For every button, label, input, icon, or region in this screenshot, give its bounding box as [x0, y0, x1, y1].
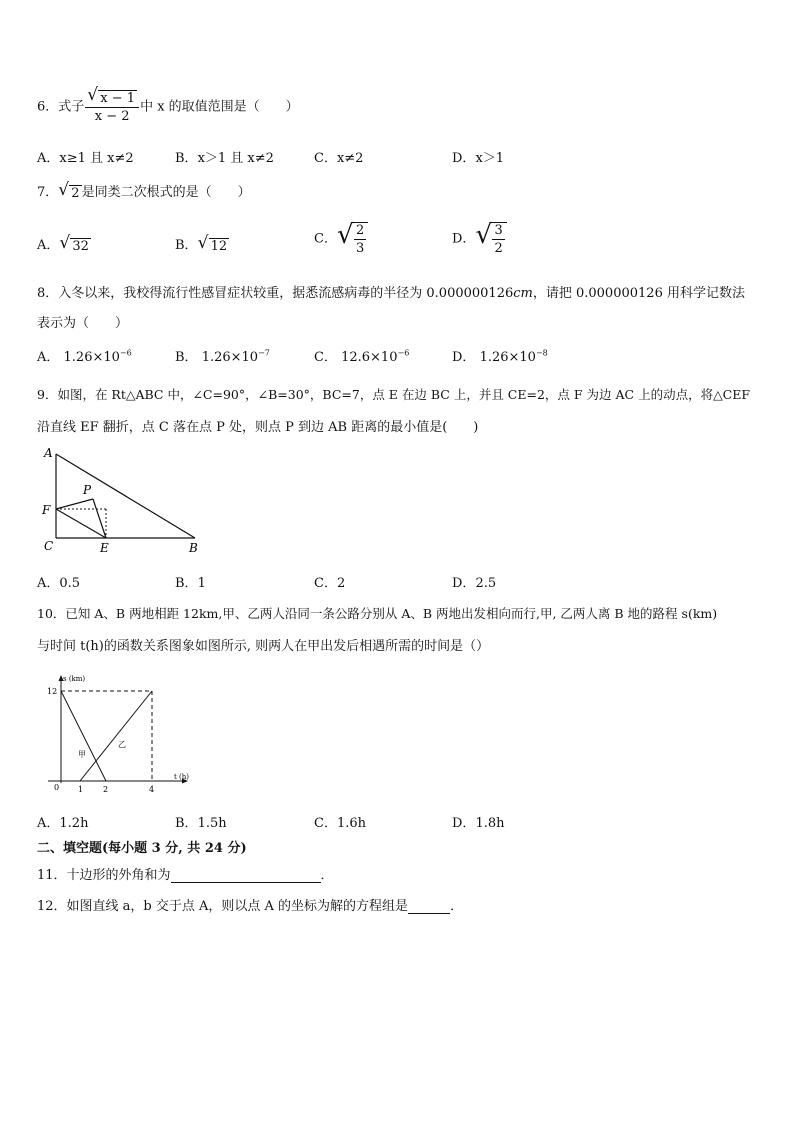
question-10-option-c: C．1.6h	[314, 816, 366, 831]
question-6-option-c: C．x≠2	[314, 151, 364, 166]
question-11: 11．十边形的外角和为 ．	[37, 868, 334, 883]
graph-x-tick-4: 4	[149, 785, 155, 794]
question-10-line-2: 与时间 t(h)的函数关系图象如图所示, 则两人在甲出发后相遇所需的时间是（）	[37, 639, 490, 654]
question-9-option-d: D．2.5	[452, 576, 497, 591]
question-8-option-c: C． $12.6\times 10^{-6}$	[314, 348, 410, 365]
question-7-radical: √ 2	[58, 179, 80, 201]
question-9-option-c: C．2	[314, 576, 346, 591]
question-7	[37, 181, 251, 201]
graph-x-tick-2: 2	[103, 785, 109, 794]
segment-fe	[56, 509, 106, 538]
graph-line-jia	[61, 691, 106, 781]
graph-label-yi: 乙	[118, 740, 126, 749]
label-f: F	[42, 503, 51, 517]
question-9-line-1: 9．如图，在 Rt△ABC 中，∠C=90°，∠B=30°，BC=7，点 E 在边 BC 上，并且 CE=2，点 F 为边 AC 上的动点，将△CEF	[37, 387, 751, 402]
graph-x-tick-1: 1	[78, 785, 84, 794]
graph-origin: 0	[54, 783, 60, 792]
question-8-option-d: D． $1.26\times 10^{-8}$	[452, 348, 548, 365]
question-10-line-1: 10．已知 A、B 两地相距 12km,甲、乙两人沿同一条公路分别从 A、B 两地出发相向而行,甲, 乙两人离 B 地的路程 s(km)	[37, 606, 718, 621]
question-7-option-b: B． √ 12	[175, 232, 228, 254]
question-10-option-d: D．1.8h	[452, 816, 505, 831]
question-8-option-a: A． $1.26\times 10^{-6}$	[37, 348, 132, 365]
question-9-option-b: B．1	[175, 576, 206, 591]
question-6-fraction: √ x − 1 x − 2	[85, 90, 139, 124]
label-p: P	[83, 483, 92, 497]
question-8-unit: cm	[513, 286, 533, 301]
question-10-graph	[38, 671, 198, 795]
question-6-prefix: 式子	[58, 99, 85, 115]
question-6-number: 6．	[37, 99, 59, 115]
segment-fp	[56, 499, 93, 509]
question-7-option-c: C． √ $\frac{2}{3}$	[314, 222, 368, 256]
question-6-suffix: 中 x 的取值范围是（ ）	[140, 99, 299, 115]
label-a: A	[44, 446, 53, 460]
question-12-answer-blank[interactable]	[408, 899, 450, 914]
question-6-option-b: B．x＞1 且 x≠2	[175, 151, 274, 166]
graph-y-label: s (km)	[63, 675, 86, 683]
question-9-triangle-figure	[38, 446, 208, 558]
question-7-option-a: A． √ 32	[37, 232, 89, 254]
label-c: C	[44, 539, 54, 553]
graph-line-yi	[80, 691, 152, 781]
segment-ab	[56, 454, 195, 538]
graph-label-jia: 甲	[78, 750, 86, 759]
label-e: E	[100, 541, 109, 555]
question-10-option-a: A．1.2h	[37, 816, 89, 831]
question-9-option-a: A．0.5	[37, 576, 81, 591]
question-8-option-b: B． $1.26\times 10^{-7}$	[175, 348, 270, 365]
graph-y-tick-12: 12	[47, 687, 58, 696]
question-7-number: 7．	[37, 185, 59, 200]
question-10-option-b: B．1.5h	[175, 816, 227, 831]
question-9-line-2: 沿直线 EF 翻折，点 C 落在点 P 处，则点 P 到边 AB 距离的最小值是( )	[37, 420, 479, 435]
section-2-title: 二、填空题(每小题 3 分, 共 24 分)	[37, 841, 247, 856]
question-6-fraction-denominator: x − 2	[94, 109, 130, 124]
graph-x-label: t (h)	[174, 773, 190, 781]
question-6-fraction-numerator: x − 1	[100, 91, 136, 106]
question-7-suffix: 是同类二次根式的是（ ）	[81, 185, 251, 200]
question-6-option-a: A．x≥1 且 x≠2	[37, 151, 134, 166]
question-6	[37, 85, 299, 124]
question-11-answer-blank[interactable]	[171, 868, 321, 883]
question-7-option-d: D． √ $\frac{3}{2}$	[452, 222, 507, 256]
question-8-line-2: 表示为（ ）	[37, 316, 129, 331]
question-12: 12．如图直线 a，b 交于点 A，则以点 A 的坐标为解的方程组是 ．	[37, 899, 464, 914]
question-8-line-1: 8．入冬以来，我校得流行性感冒症状较重，据悉流感病毒的半径为 0.000000126cm，请把 0.000000126 用科学记数法	[37, 286, 745, 301]
label-b: B	[189, 541, 198, 555]
question-6-option-d: D．x＞1	[452, 151, 505, 166]
